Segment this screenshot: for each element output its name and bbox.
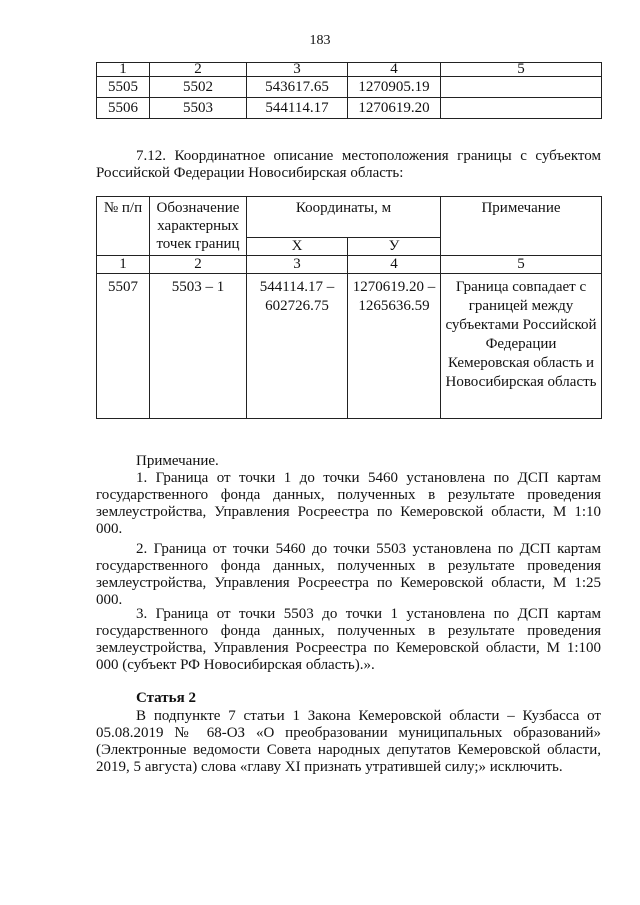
note-item: 1. Граница от точки 1 до точки 5460 установлена по ДСП картам государственного фонда данных, полученных в результате проведения землеустройства, Управления Росреестра по Кемеровской области, М 1:10 000. xyxy=(96,470,601,537)
note-item: 2. Граница от точки 5460 до точки 5503 установлена по ДСП картам государственного фонда данных, полученных в результате проведения землеустройства, Управления Росреестра по Кемеровской области, М 1:25 000. xyxy=(96,541,601,608)
table-header-row xyxy=(97,63,602,77)
table-cell: 5505 xyxy=(97,77,150,98)
column-number: 4 xyxy=(348,63,441,77)
column-number: 1 xyxy=(97,63,150,77)
table-cell xyxy=(441,98,602,119)
column-number: 3 xyxy=(247,63,348,77)
article-title: Статья 2 xyxy=(136,690,196,706)
row-num: 5507 xyxy=(97,274,150,419)
table-cell: 543617.65 xyxy=(247,77,348,98)
table-row xyxy=(97,274,602,419)
row-y: 1270619.20 – 1265636.59 xyxy=(348,274,441,419)
header-coordinates: Координаты, м xyxy=(247,197,441,238)
row-x: 544114.17 – 602726.75 xyxy=(247,274,348,419)
column-number: 3 xyxy=(247,256,348,274)
section-heading: 7.12. Координатное описание местоположения границы с субъектом Российской Федерации Новосибирская область: xyxy=(96,148,601,181)
header-num: № п/п xyxy=(97,197,150,256)
table-cell: 544114.17 xyxy=(247,98,348,119)
table-cell xyxy=(441,77,602,98)
header-note: Примечание xyxy=(441,197,602,256)
coordinates-table-continuation xyxy=(96,62,602,119)
column-number: 5 xyxy=(441,63,602,77)
page-number: 183 xyxy=(309,33,331,48)
column-number: 2 xyxy=(150,63,247,77)
table-cell: 5506 xyxy=(97,98,150,119)
notes-label: Примечание. xyxy=(136,453,219,469)
row-designation: 5503 – 1 xyxy=(150,274,247,419)
table-cell: 1270619.20 xyxy=(348,98,441,119)
coordinates-table xyxy=(96,196,602,419)
column-number: 2 xyxy=(150,256,247,274)
column-number: 5 xyxy=(441,256,602,274)
table-row xyxy=(97,77,602,98)
article-text: В подпункте 7 статьи 1 Закона Кемеровской области – Кузбасса от 05.08.2019 № 68-ОЗ «О преобразовании муниципальных образований» (Электронные ведомости Совета народных депутатов Кемеровской области, 2019, 5 августа) слова «главу XI признать утратившей силу;» исключить. xyxy=(96,708,601,775)
table-header-row xyxy=(97,197,602,238)
column-number: 1 xyxy=(97,256,150,274)
table-cell: 1270905.19 xyxy=(348,77,441,98)
header-y: У xyxy=(348,238,441,256)
table-row xyxy=(97,98,602,119)
column-numbers-row xyxy=(97,256,602,274)
header-x: Х xyxy=(247,238,348,256)
column-number: 4 xyxy=(348,256,441,274)
header-designation: Обозначение характерных точек границ xyxy=(150,197,247,256)
table-cell: 5502 xyxy=(150,77,247,98)
table-cell: 5503 xyxy=(150,98,247,119)
row-note: Граница совпадает с границей между субъектами Российской Федерации Кемеровская область и Новосибирская область xyxy=(441,274,602,419)
note-item: 3. Граница от точки 5503 до точки 1 установлена по ДСП картам государственного фонда данных, полученных в результате проведения землеустройства, Управления Росреестра по Кемеровской области, М 1:100 000 (субъект РФ Новосибирская область).». xyxy=(96,606,601,673)
